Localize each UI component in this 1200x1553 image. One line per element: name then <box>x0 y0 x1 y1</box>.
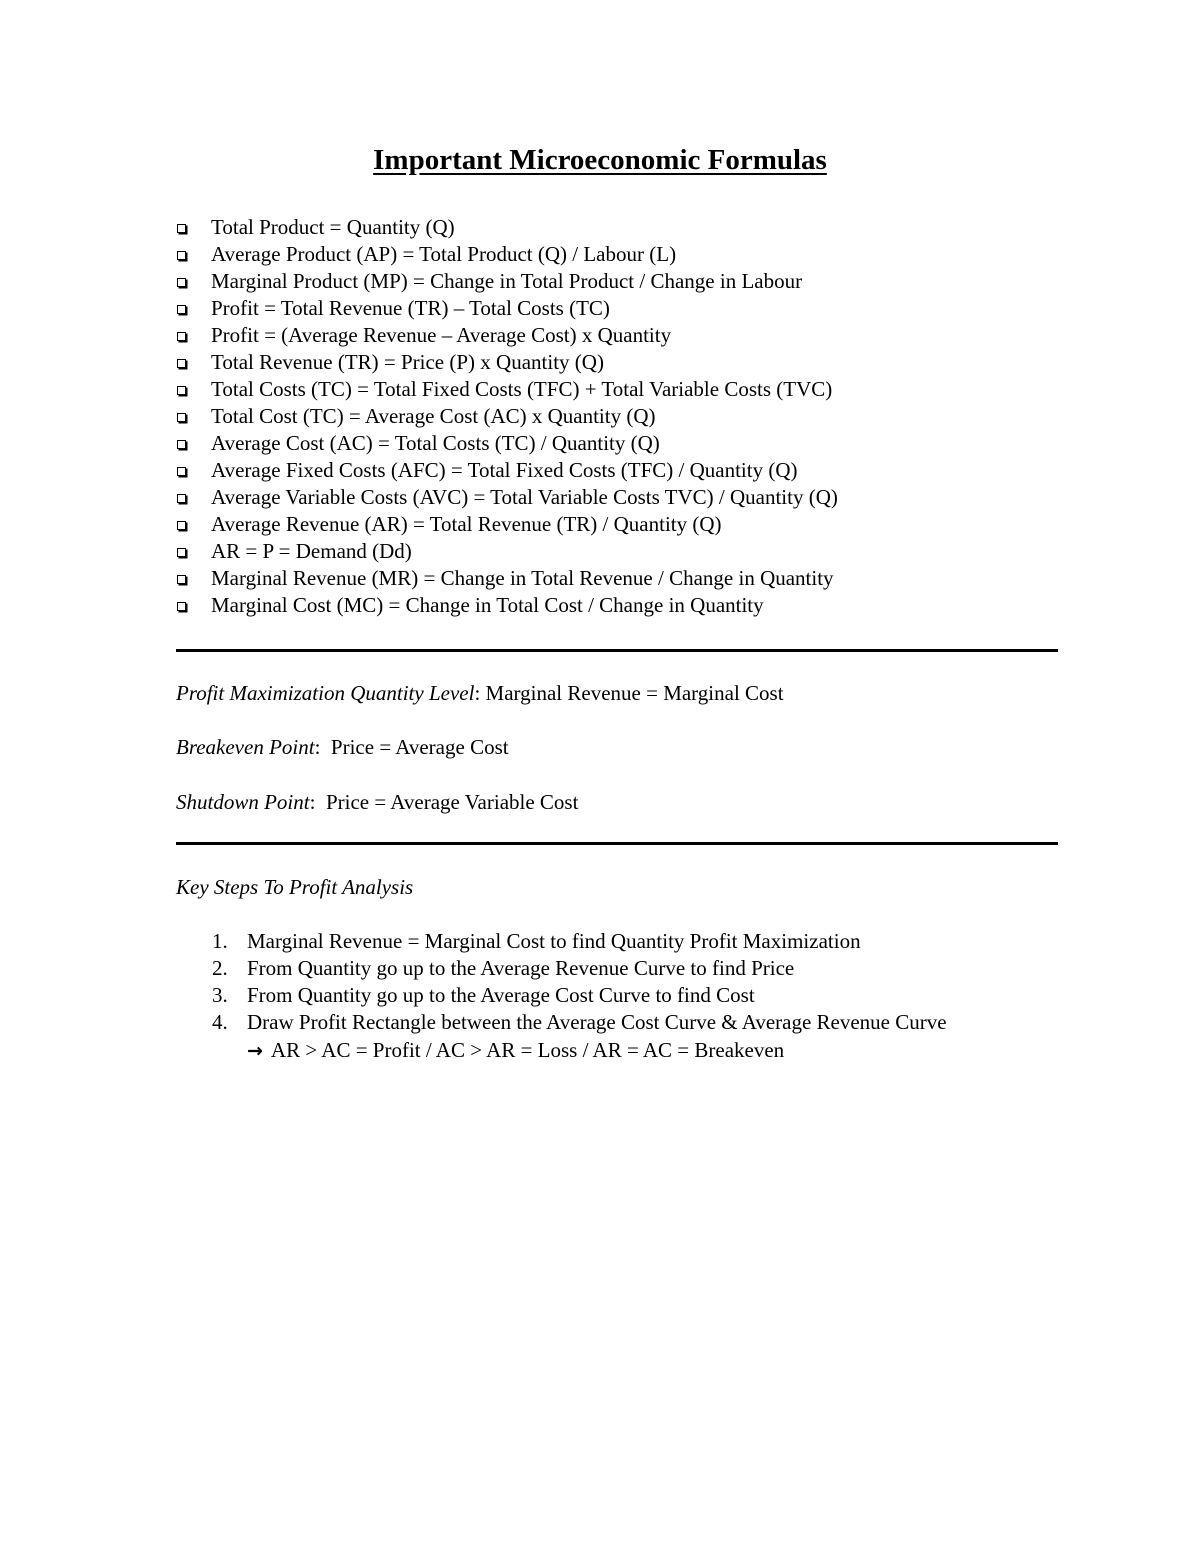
definition-label: Shutdown Point <box>176 790 310 814</box>
formula-item <box>176 268 838 295</box>
step-text: From Quantity go up to the Average Revenue Curve to find Price <box>247 956 795 980</box>
steps-heading: Key Steps To Profit Analysis <box>176 875 414 899</box>
checkbox-square-icon <box>177 413 186 422</box>
checkbox-square-icon <box>177 251 186 260</box>
step-item <box>176 928 947 955</box>
formula-text: Total Costs (TC) = Total Fixed Costs (TFC) + Total Variable Costs (TVC) <box>211 377 833 401</box>
formula-text: Total Revenue (TR) = Price (P) x Quantity (Q) <box>211 350 604 374</box>
horizontal-divider <box>176 649 1058 652</box>
formula-item <box>176 241 838 268</box>
formula-item <box>176 403 838 430</box>
step-note <box>176 1036 947 1064</box>
steps-list <box>176 928 947 1064</box>
formula-item <box>176 538 838 565</box>
checkbox-square-icon <box>177 467 186 476</box>
checkbox-square-icon <box>177 278 186 287</box>
checkbox-square-icon <box>177 359 186 368</box>
definition-text: Marginal Revenue = Marginal Cost <box>485 681 784 705</box>
step-number: 2. <box>212 956 228 980</box>
formula-item <box>176 565 838 592</box>
right-arrow-icon: → <box>247 1040 263 1062</box>
checkbox-square-icon <box>177 521 186 530</box>
definition-shutdown-point <box>176 788 578 816</box>
formula-item <box>176 592 838 619</box>
step-number: 3. <box>212 983 228 1007</box>
checkbox-square-icon <box>177 494 186 503</box>
checkbox-square-icon <box>177 548 186 557</box>
formula-text: Marginal Revenue (MR) = Change in Total Revenue / Change in Quantity <box>211 566 834 590</box>
formula-item <box>176 430 838 457</box>
formula-item <box>176 322 838 349</box>
definition-breakeven-point <box>176 733 509 761</box>
step-text: From Quantity go up to the Average Cost Curve to find Cost <box>247 983 755 1007</box>
definition-separator: : <box>474 681 486 705</box>
checkbox-square-icon <box>177 386 186 395</box>
document-title: Important Microeconomic Formulas <box>373 144 827 176</box>
formula-text: Average Variable Costs (AVC) = Total Variable Costs TVC) / Quantity (Q) <box>211 485 838 509</box>
step-item <box>176 1009 947 1036</box>
step-number: 4. <box>212 1010 228 1034</box>
definition-label: Breakeven Point <box>176 735 315 759</box>
step-note-text: AR > AC = Profit / AC > AR = Loss / AR = AC = Breakeven <box>270 1038 785 1062</box>
step-text: Draw Profit Rectangle between the Average Cost Curve & Average Revenue Curve <box>247 1010 947 1034</box>
checkbox-square-icon <box>177 224 186 233</box>
formula-text: AR = P = Demand (Dd) <box>211 539 412 563</box>
horizontal-divider <box>176 842 1058 845</box>
step-item <box>176 982 947 1009</box>
formula-text: Marginal Cost (MC) = Change in Total Cost / Change in Quantity <box>211 593 764 617</box>
formula-text: Profit = (Average Revenue – Average Cost) x Quantity <box>211 323 672 347</box>
formula-item <box>176 295 838 322</box>
definition-profit-maximization <box>176 679 784 707</box>
step-item <box>176 955 947 982</box>
checkbox-square-icon <box>177 305 186 314</box>
formula-text: Marginal Product (MP) = Change in Total Product / Change in Labour <box>211 269 803 293</box>
formula-item <box>176 214 838 241</box>
step-text: Marginal Revenue = Marginal Cost to find Quantity Profit Maximization <box>247 929 861 953</box>
definition-text: Price = Average Variable Cost <box>325 790 579 814</box>
formula-text: Average Revenue (AR) = Total Revenue (TR) / Quantity (Q) <box>211 512 722 536</box>
formula-text: Profit = Total Revenue (TR) – Total Costs (TC) <box>211 296 610 320</box>
step-number: 1. <box>212 929 228 953</box>
formula-item <box>176 484 838 511</box>
formula-item <box>176 457 838 484</box>
definition-separator: : <box>309 790 326 814</box>
formula-item <box>176 376 838 403</box>
formula-list <box>176 214 838 619</box>
formula-text: Total Product = Quantity (Q) <box>211 215 455 239</box>
formula-text: Total Cost (TC) = Average Cost (AC) x Quantity (Q) <box>211 404 656 428</box>
formula-item <box>176 511 838 538</box>
formula-text: Average Fixed Costs (AFC) = Total Fixed Costs (TFC) / Quantity (Q) <box>211 458 798 482</box>
checkbox-square-icon <box>177 332 186 341</box>
formula-item <box>176 349 838 376</box>
formula-text: Average Product (AP) = Total Product (Q) / Labour (L) <box>211 242 677 266</box>
formula-text: Average Cost (AC) = Total Costs (TC) / Quantity (Q) <box>211 431 660 455</box>
definition-separator: : <box>314 735 331 759</box>
definition-label: Profit Maximization Quantity Level <box>176 681 475 705</box>
definition-text: Price = Average Cost <box>330 735 509 759</box>
checkbox-square-icon <box>177 440 186 449</box>
checkbox-square-icon <box>177 602 186 611</box>
checkbox-square-icon <box>177 575 186 584</box>
